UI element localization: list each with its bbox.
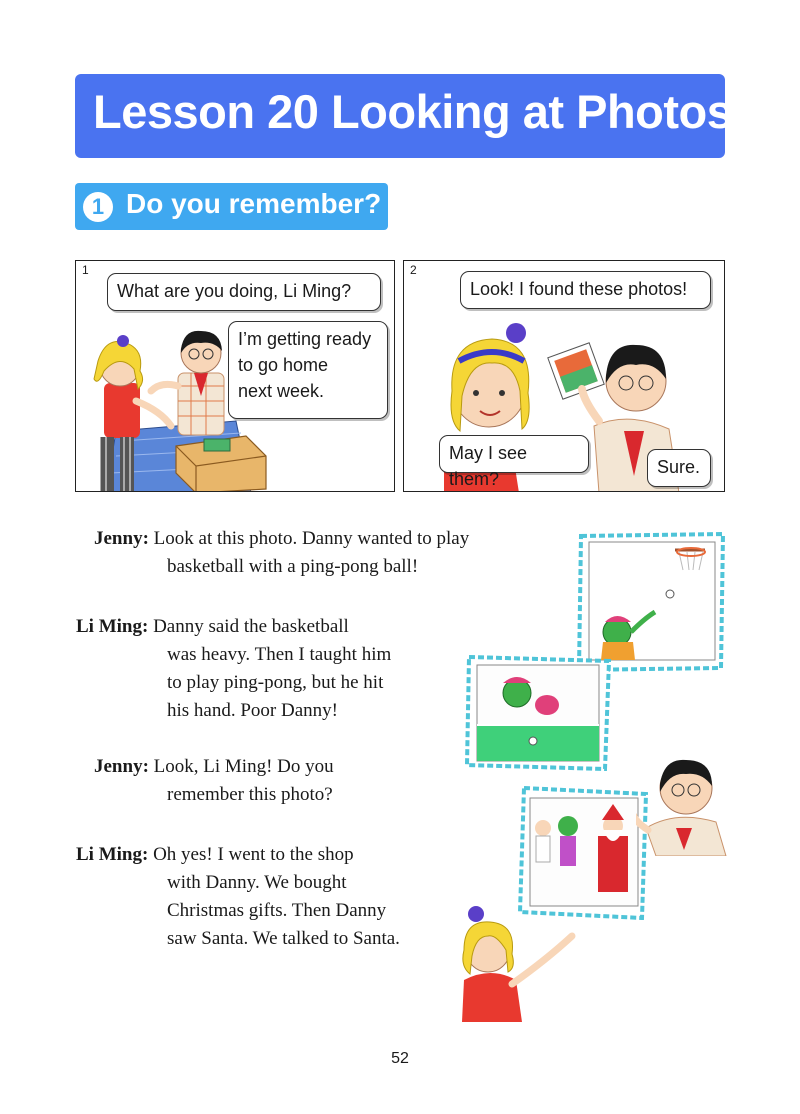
bubble-line: I’m getting ready — [238, 329, 372, 349]
dialogue-line — [94, 753, 334, 781]
speaker-name: Jenny: — [94, 756, 149, 777]
dialogue-line: his hand. Poor Danny! — [167, 700, 338, 721]
bubble-line: next week. — [238, 381, 325, 401]
dialogue-line: saw Santa. We talked to Santa. — [167, 928, 400, 949]
jenny-figure — [446, 900, 576, 1022]
section-title: Do you remember? — [126, 188, 382, 219]
dialogue-line: to play ping-pong, but he hit — [167, 672, 384, 693]
dialogue-line — [76, 613, 349, 641]
dialogue-line: with Danny. We bought — [167, 872, 347, 893]
lesson-banner — [75, 74, 733, 158]
dialogue-line: remember this photo? — [167, 784, 333, 805]
speech-bubble: What are you doing, Li Ming? — [107, 273, 381, 311]
ping-pong-photo — [465, 653, 613, 773]
page-number: 52 — [391, 1050, 409, 1067]
dialogue-line: basketball with a ping-pong ball! — [167, 556, 419, 577]
speaker-name: Jenny: — [94, 528, 149, 549]
dialogue-line: Christmas gifts. Then Danny — [167, 900, 387, 921]
section-number: 1 — [83, 192, 113, 222]
speech-bubble: Sure. — [647, 449, 711, 487]
basketball-photo — [575, 532, 727, 672]
lesson-title: Lesson 20 Looking at Photos — [93, 85, 733, 138]
bubble-line: to go home — [238, 355, 329, 375]
speech-bubble — [228, 321, 388, 419]
dialogue-text: Danny said the basketball — [153, 616, 349, 637]
speaker-name: Li Ming: — [76, 616, 149, 637]
speech-bubble: May I see them? — [439, 435, 589, 473]
dialogue-line — [76, 841, 354, 869]
comic-panel-1 — [75, 260, 395, 492]
li-ming-figure — [636, 746, 728, 856]
dialogue-line — [94, 525, 469, 553]
dialogue-line: was heavy. Then I taught him — [167, 644, 392, 665]
speaker-name: Li Ming: — [76, 844, 149, 865]
dialogue-text: Oh yes! I went to the shop — [153, 844, 354, 865]
section-heading — [75, 183, 388, 230]
dialogue-text: Look at this photo. Danny wanted to play — [153, 528, 470, 549]
panel-number: 2 — [410, 263, 417, 277]
panel-number: 1 — [82, 263, 89, 277]
comic-panel-2 — [403, 260, 725, 492]
dialogue-text: Look, Li Ming! Do you — [153, 756, 334, 777]
speech-bubble: Look! I found these photos! — [460, 271, 711, 309]
